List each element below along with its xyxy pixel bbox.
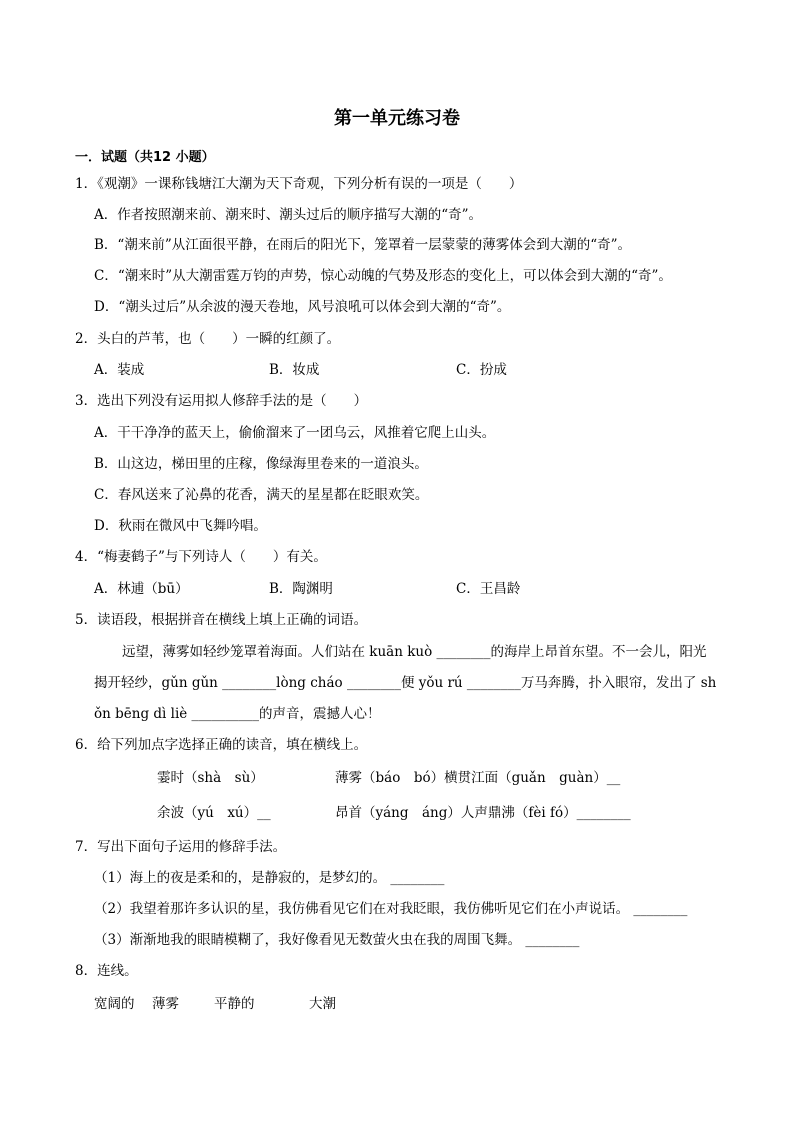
question-1-option-d: D．“潮头过后”从余波的漫天卷地，风号浪吼可以体会到大潮的“奇”。 [94, 299, 511, 315]
question-4-option-a: A．林逋（bū） [94, 581, 189, 597]
question-2: 2．头白的芦苇，也（ ）一瞬的红颜了。 [75, 331, 341, 347]
match-word-3: 平静的 [214, 996, 255, 1012]
question-6-item-3: 余波（yú xú）__ [157, 805, 271, 821]
question-4-option-b: B．陶渊明 [269, 581, 333, 597]
question-3: 3．选出下列没有运用拟人修辞手法的是（ ） [75, 393, 368, 409]
question-3-option-d: D．秋雨在微风中飞舞吟唱。 [94, 518, 267, 534]
question-1-option-a: A．作者按照潮来前、潮来时、潮头过后的顺序描写大潮的“奇”。 [94, 207, 483, 223]
question-3-option-c: C．春风送来了沁鼻的花香，满天的星星都在眨眼欢笑。 [94, 487, 429, 503]
question-7-sentence-1: （1）海上的夜是柔和的，是静寂的，是梦幻的。 ________ [94, 870, 445, 886]
question-2-option-c: C．扮成 [456, 362, 507, 378]
question-5-passage-line-3: ǒn bēng dì liè __________的声音，震撼人心！ [94, 706, 381, 722]
question-6-item-4: 昂首（yáng áng）人声鼎沸（fèi fó）________ [335, 805, 631, 821]
question-6-item-1: 霎时（shà sù） [157, 770, 264, 786]
question-5-passage-line-1: 远望，薄雾如轻纱笼罩着海面。人们站在 kuān kuò ________的海岸上昂首东望。不一会儿，阳光 [122, 644, 707, 660]
question-1-option-b: B．“潮来前”从江面很平静，在雨后的阳光下，笼罩着一层蒙蒙的薄雾体会到大潮的“奇”。 [94, 237, 632, 253]
question-2-option-a: A．装成 [94, 362, 145, 378]
match-word-1: 宽阔的 [94, 996, 135, 1012]
section-heading: 一．试题（共12 小题） [75, 150, 215, 165]
question-1: 1．《观潮》一课称钱塘江大潮为天下奇观，下列分析有误的一项是（ ） [75, 176, 523, 192]
question-8: 8．连线。 [75, 963, 138, 979]
question-2-option-b: B．妆成 [269, 362, 320, 378]
question-7-sentence-3: （3）渐渐地我的眼睛模糊了，我好像看见无数萤火虫在我的周围飞舞。 ________ [94, 932, 580, 948]
question-4-option-c: C．王昌龄 [456, 581, 521, 597]
question-5-passage-line-2: 揭开轻纱，gǔn gǔn ________lòng cháo ________便 yǒu rú ________万马奔腾，扑入眼帘，发出了 sh [94, 675, 717, 691]
question-4: 4．“梅妻鹤子”与下列诗人（ ）有关。 [75, 549, 327, 565]
question-3-option-a: A．干干净净的蓝天上，偷偷溜来了一团乌云，风推着它爬上山头。 [94, 425, 496, 441]
match-word-4: 大潮 [309, 996, 336, 1012]
match-word-2: 薄雾 [152, 996, 179, 1012]
question-6-item-2: 薄雾（báo bó）横贯江面（guǎn guàn）__ [335, 770, 621, 786]
question-6: 6．给下列加点字选择正确的读音，填在横线上。 [75, 737, 368, 753]
question-7-sentence-2: （2）我望着那许多认识的星，我仿佛看见它们在对我眨眼，我仿佛听见它们在小声说话。 ________ [94, 901, 688, 917]
question-5: 5．读语段，根据拼音在横线上填上正确的词语。 [75, 612, 368, 628]
question-7: 7．写出下面句子运用的修辞手法。 [75, 839, 287, 855]
page-title: 第一单元练习卷 [334, 108, 460, 129]
question-1-option-c: C．“潮来时”从大潮雷霆万钧的声势，惊心动魄的气势及形态的变化上，可以体会到大潮的“奇”。 [94, 268, 672, 284]
question-3-option-b: B．山这边，梯田里的庄稼，像绿海里卷来的一道浪头。 [94, 456, 428, 472]
